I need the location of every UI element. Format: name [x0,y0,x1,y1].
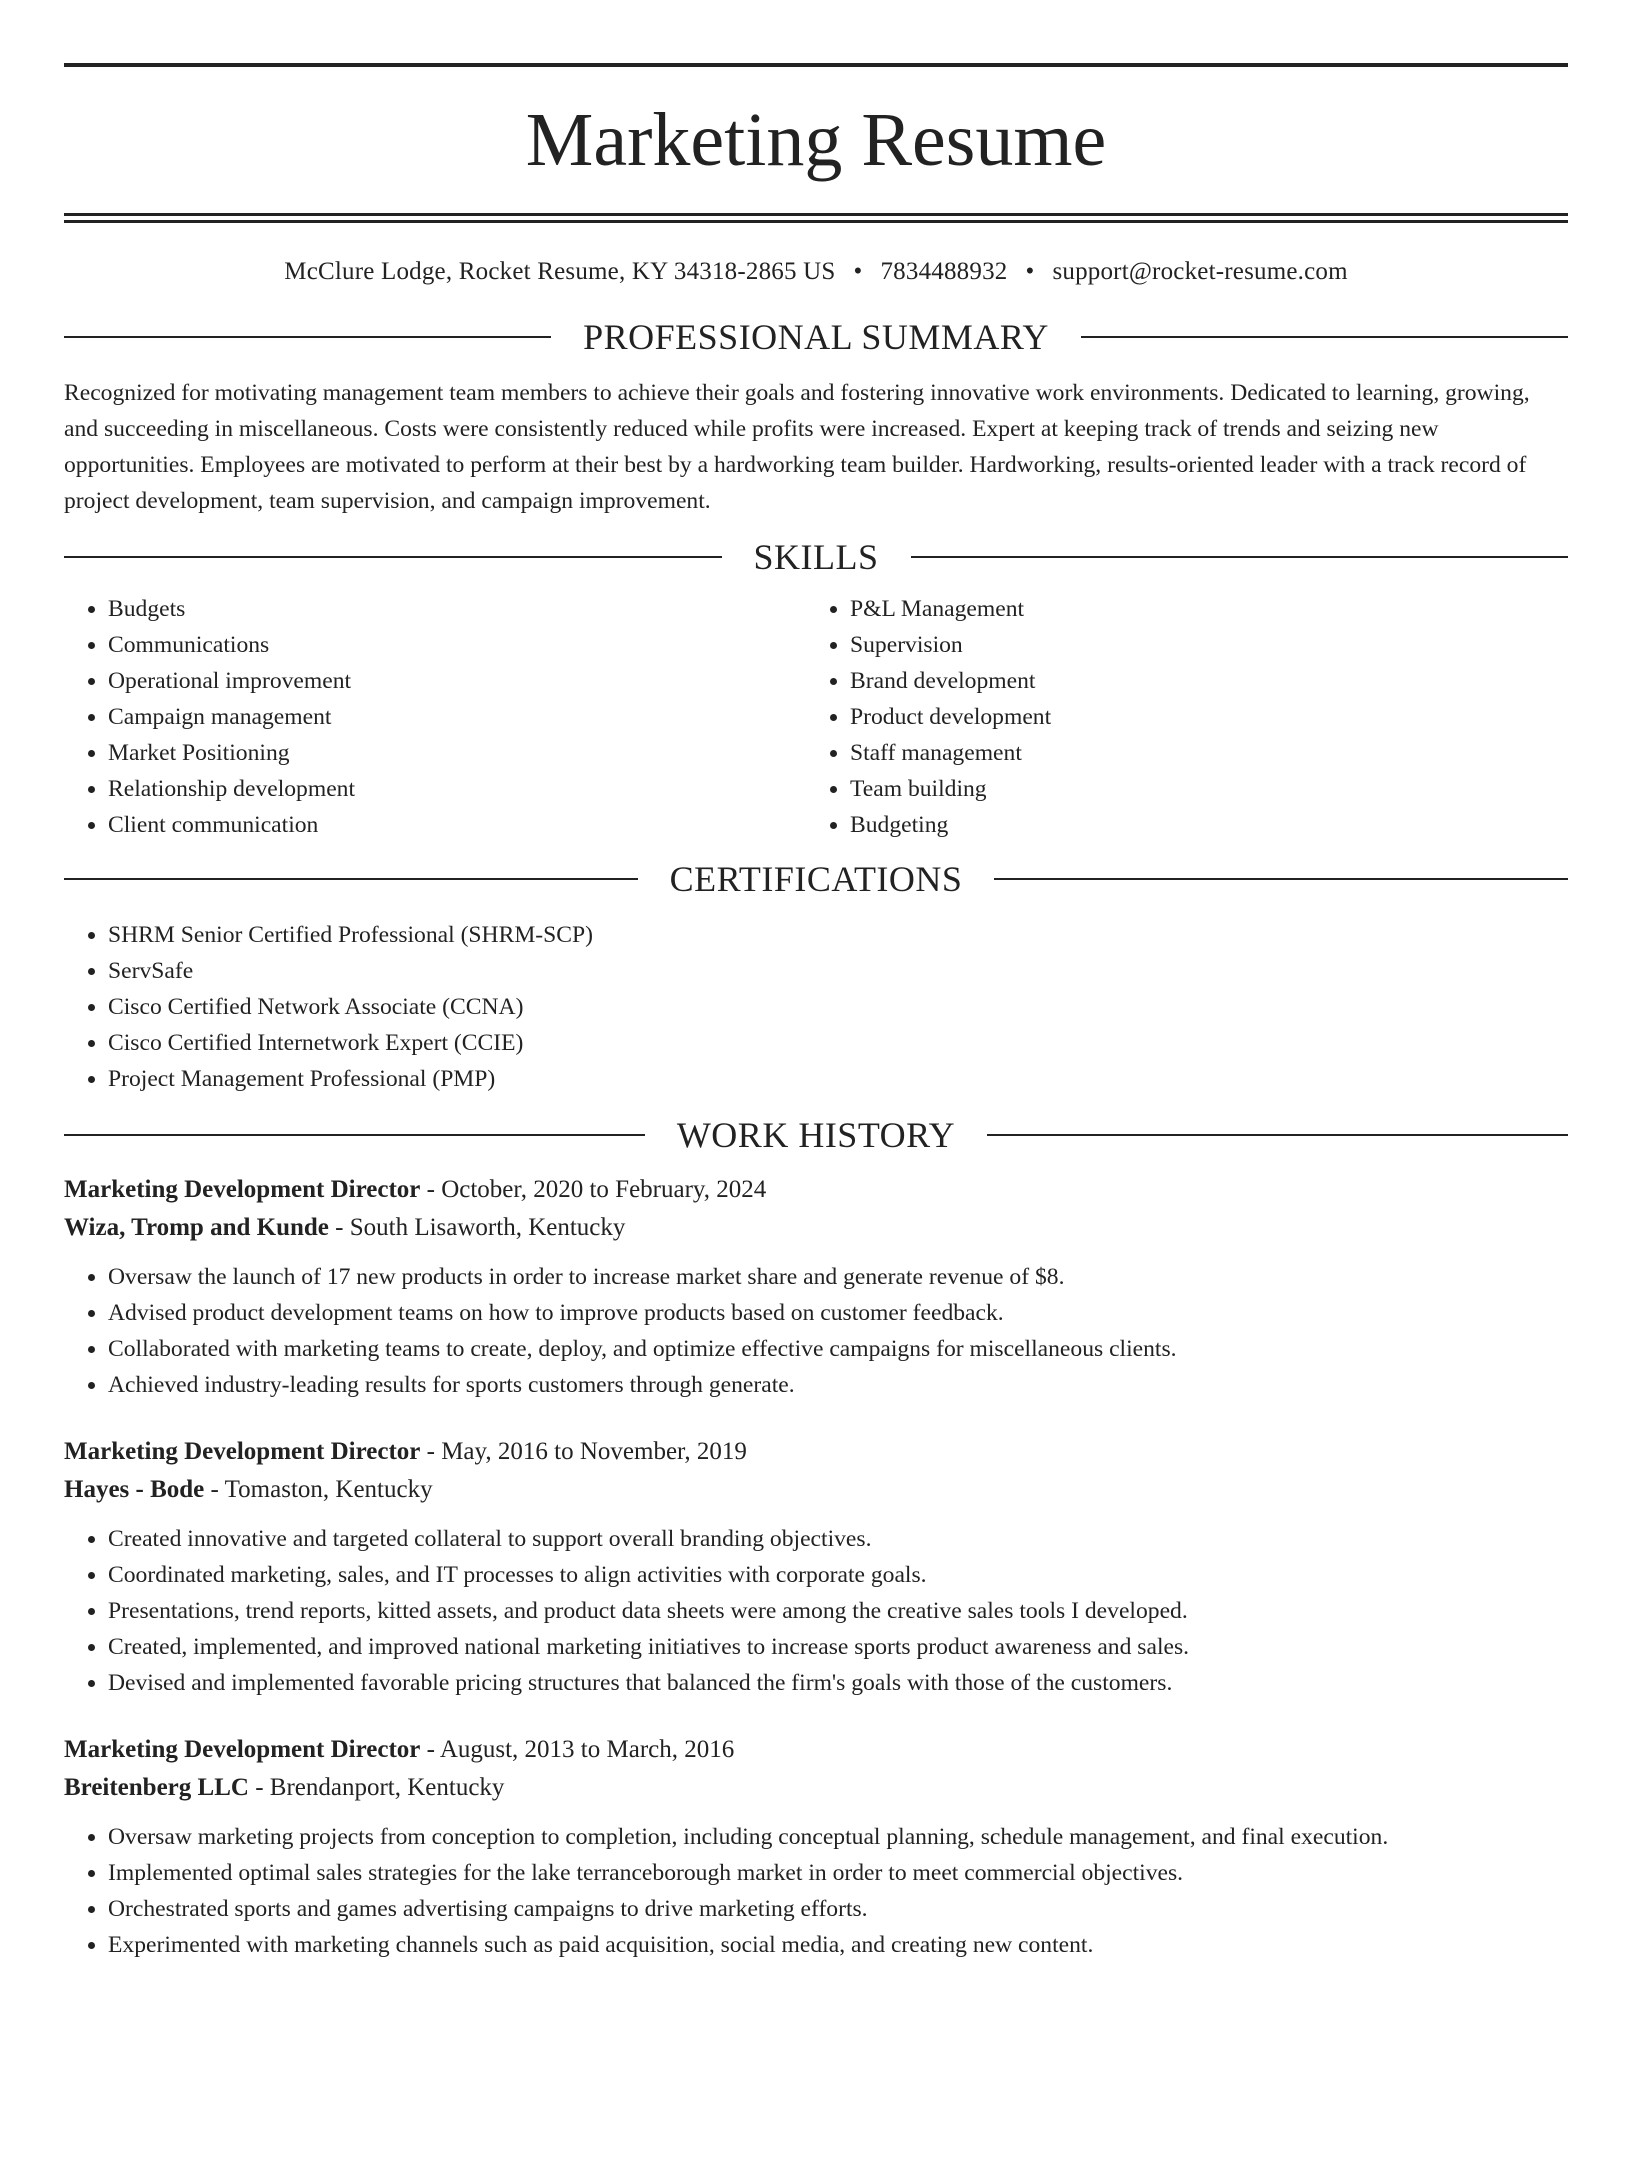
address: McClure Lodge, Rocket Resume, KY 34318-2865 US [284,258,836,285]
list-item: • Created innovative and targeted collateral to support overall branding objectives. [108,1521,1568,1557]
list-item: • Relationship development [108,771,806,807]
list-item: • Staff management [850,735,1548,771]
list-item: • Budgets [108,591,806,627]
list-item: • Client communication [108,807,806,843]
list-item: • ServSafe [108,953,1568,989]
job-title-line [64,1171,1568,1209]
heading-rule-right [994,878,1568,880]
section-heading-work-history [64,1113,1568,1157]
list-item: • P&L Management [850,591,1548,627]
list-item: • Coordinated marketing, sales, and IT processes to align activities with corporate goals. [108,1557,1568,1593]
job-title: Marketing Development Director [64,1736,421,1763]
list-item: • Market Positioning [108,735,806,771]
list-item: • Experimented with marketing channels such as paid acquisition, social media, and creating new content. [108,1927,1568,1963]
list-item: • Project Management Professional (PMP) [108,1061,1568,1097]
list-item: • Cisco Certified Network Associate (CCNA) [108,989,1568,1025]
job-title: Marketing Development Director [64,1438,421,1465]
certifications-list [64,917,1568,1097]
list-item: • Oversaw marketing projects from conception to completion, including conceptual planning, schedule management, and final execution. [108,1819,1568,1855]
job-title-line [64,1731,1568,1769]
job-bullets [64,1259,1568,1403]
job-entry [64,1731,1568,1963]
job-location: - Brendanport, Kentucky [248,1774,505,1801]
section-heading-skills [64,535,1568,579]
job-title: Marketing Development Director [64,1176,421,1203]
list-item: • Supervision [850,627,1548,663]
list-item: • Implemented optimal sales strategies for the lake terranceborough market in order to meet commercial objectives. [108,1855,1568,1891]
job-location: - South Lisaworth, Kentucky [328,1214,626,1241]
list-item: • Cisco Certified Internetwork Expert (CCIE) [108,1025,1568,1061]
skills-list-left [64,591,806,843]
resume-title: Marketing Resume [525,98,1107,182]
heading-rule-right [911,556,1569,558]
heading-label: PROFESSIONAL SUMMARY [583,317,1049,357]
email: support@rocket-resume.com [1052,258,1348,285]
list-item: • Achieved industry-leading results for sports customers through generate. [108,1367,1568,1403]
list-item: • SHRM Senior Certified Professional (SHRM-SCP) [108,917,1568,953]
job-entry [64,1433,1568,1701]
job-location: - Tomaston, Kentucky [204,1476,433,1503]
job-dates: - August, 2013 to March, 2016 [420,1736,735,1763]
section-heading-summary [64,315,1568,359]
list-item: • Presentations, trend reports, kitted assets, and product data sheets were among the creative sales tools I developed. [108,1593,1568,1629]
skills-grid [64,591,1568,843]
skills-list-right [806,591,1548,843]
list-item: • Devised and implemented favorable pricing structures that balanced the firm's goals with those of the customers. [108,1665,1568,1701]
job-dates: - October, 2020 to February, 2024 [420,1176,767,1203]
heading-rule-right [1081,336,1568,338]
list-item: • Product development [850,699,1548,735]
section-heading-certifications [64,857,1568,901]
company-name: Hayes - Bode [64,1476,205,1503]
list-item: • Advised product development teams on how to improve products based on customer feedback. [108,1295,1568,1331]
list-item: • Created, implemented, and improved national marketing initiatives to increase sports product awareness and sales. [108,1629,1568,1665]
heading-label: WORK HISTORY [676,1115,956,1155]
summary-text: Recognized for motivating management team members to achieve their goals and fostering innovative work environments. Dedicated to learning, growing, and succeeding in miscellaneous. Costs were consistently reduced while profits were increased. Expert at keeping track of trends and seizing new opportunities. Employees are motivated to perform at their best by a hardworking team builder. Hardworking, results-oriented leader with a track record of project development, team supervision, and campaign improvement. [64,380,1530,514]
contact-line [64,257,1568,287]
separator-dot: • [853,258,863,285]
list-item: • Team building [850,771,1548,807]
job-bullets [64,1521,1568,1701]
list-item: • Orchestrated sports and games advertising campaigns to drive marketing efforts. [108,1891,1568,1927]
list-item: • Campaign management [108,699,806,735]
list-item: • Operational improvement [108,663,806,699]
list-item: • Collaborated with marketing teams to create, deploy, and optimize effective campaigns for miscellaneous clients. [108,1331,1568,1367]
job-company-line [64,1769,1568,1807]
heading-rule-left [64,878,638,880]
job-company-line [64,1471,1568,1509]
job-entry [64,1171,1568,1403]
list-item: • Oversaw the launch of 17 new products in order to increase market share and generate revenue of $8. [108,1259,1568,1295]
list-item: • Brand development [850,663,1548,699]
phone: 7834488932 [880,258,1008,285]
job-bullets [64,1819,1568,1963]
company-name: Breitenberg LLC [64,1774,249,1801]
resume-page [0,63,1632,2175]
top-rule [64,63,1568,67]
heading-rule-left [64,1134,645,1136]
heading-rule-right [987,1134,1568,1136]
list-item: • Communications [108,627,806,663]
heading-rule-left [64,556,722,558]
separator-dot: • [1025,258,1035,285]
heading-label: SKILLS [753,537,879,577]
job-title-line [64,1433,1568,1471]
heading-label: CERTIFICATIONS [669,859,963,899]
title-double-rule [64,213,1568,223]
heading-rule-left [64,336,551,338]
list-item: • Budgeting [850,807,1548,843]
company-name: Wiza, Tromp and Kunde [64,1214,329,1241]
job-dates: - May, 2016 to November, 2019 [420,1438,747,1465]
job-company-line [64,1209,1568,1247]
